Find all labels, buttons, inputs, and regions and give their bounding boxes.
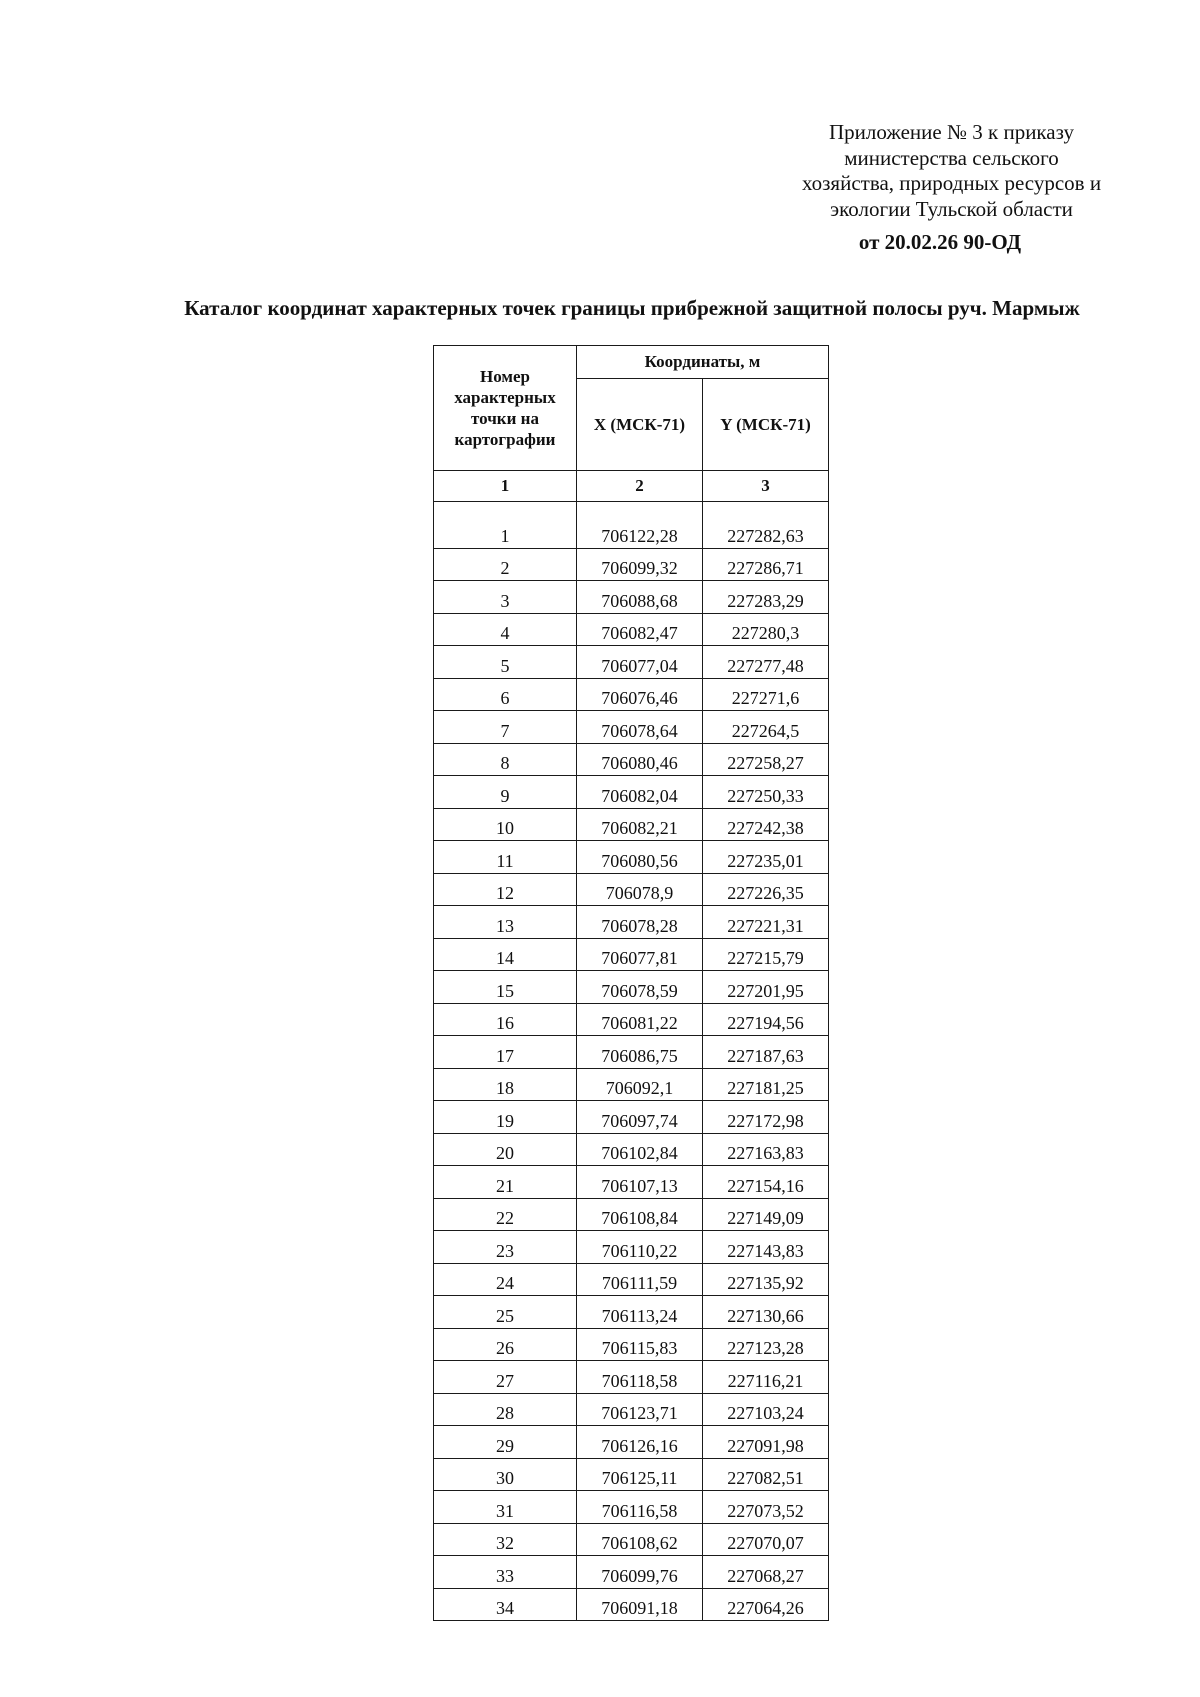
y-coordinate-cell: 227235,01 [703, 841, 829, 874]
x-coordinate-cell: 706125,11 [577, 1458, 703, 1491]
x-coordinate-cell: 706116,58 [577, 1491, 703, 1524]
table-row [434, 938, 829, 971]
x-coordinate-cell: 706092,1 [577, 1068, 703, 1101]
table-row [434, 971, 829, 1004]
table-row [434, 1556, 829, 1589]
y-coordinate-cell: 227280,3 [703, 613, 829, 646]
point-number-cell: 33 [434, 1556, 577, 1589]
x-coordinate-cell: 706113,24 [577, 1296, 703, 1329]
point-number-cell: 34 [434, 1588, 577, 1621]
table-row [434, 743, 829, 776]
x-coordinate-cell: 706078,59 [577, 971, 703, 1004]
x-coordinate-cell: 706082,21 [577, 808, 703, 841]
x-coordinate-cell: 706076,46 [577, 678, 703, 711]
x-coordinate-cell: 706099,32 [577, 548, 703, 581]
point-number-cell: 15 [434, 971, 577, 1004]
column-number: 2 [577, 471, 703, 502]
column-header-x: X (МСК-71) [577, 379, 703, 471]
point-number-cell: 25 [434, 1296, 577, 1329]
point-number-cell: 2 [434, 548, 577, 581]
point-number-cell: 12 [434, 873, 577, 906]
table-row [434, 873, 829, 906]
table-row [434, 1361, 829, 1394]
point-number-cell: 8 [434, 743, 577, 776]
y-coordinate-cell: 227282,63 [703, 516, 829, 548]
x-coordinate-cell: 706123,71 [577, 1393, 703, 1426]
table-row [434, 516, 829, 548]
y-coordinate-cell: 227143,83 [703, 1231, 829, 1264]
point-number-cell: 20 [434, 1133, 577, 1166]
y-coordinate-cell: 227286,71 [703, 548, 829, 581]
point-number-cell: 21 [434, 1166, 577, 1199]
table-row [434, 1263, 829, 1296]
point-number-cell: 31 [434, 1491, 577, 1524]
table-row [434, 646, 829, 679]
appendix-line: Приложение № 3 к приказу [829, 120, 1074, 144]
table-row [434, 1198, 829, 1231]
x-coordinate-cell: 706088,68 [577, 581, 703, 614]
table-row [434, 711, 829, 744]
x-coordinate-cell: 706108,62 [577, 1523, 703, 1556]
table-row [434, 548, 829, 581]
order-reference: от 20.02.26 90-ОД [858, 230, 1022, 254]
y-coordinate-cell: 227149,09 [703, 1198, 829, 1231]
table-row [434, 678, 829, 711]
appendix-header [774, 120, 1129, 222]
x-coordinate-cell: 706082,47 [577, 613, 703, 646]
column-number: 3 [703, 471, 829, 502]
table-row [434, 1328, 829, 1361]
point-number-cell: 24 [434, 1263, 577, 1296]
point-number-cell: 14 [434, 938, 577, 971]
y-coordinate-cell: 227154,16 [703, 1166, 829, 1199]
table-row [434, 1393, 829, 1426]
point-number-cell: 22 [434, 1198, 577, 1231]
point-number-cell: 30 [434, 1458, 577, 1491]
y-coordinate-cell: 227215,79 [703, 938, 829, 971]
point-number-cell: 32 [434, 1523, 577, 1556]
coordinates-table [433, 345, 829, 1621]
point-number-cell: 26 [434, 1328, 577, 1361]
table-row [434, 1003, 829, 1036]
y-coordinate-cell: 227283,29 [703, 581, 829, 614]
point-number-cell: 4 [434, 613, 577, 646]
y-coordinate-cell: 227201,95 [703, 971, 829, 1004]
point-number-cell: 5 [434, 646, 577, 679]
table-row [434, 906, 829, 939]
x-coordinate-cell: 706078,64 [577, 711, 703, 744]
table-row [434, 841, 829, 874]
point-number-cell: 11 [434, 841, 577, 874]
point-number-cell: 29 [434, 1426, 577, 1459]
x-coordinate-cell: 706078,9 [577, 873, 703, 906]
table-row [434, 1133, 829, 1166]
x-coordinate-cell: 706078,28 [577, 906, 703, 939]
x-coordinate-cell: 706077,81 [577, 938, 703, 971]
x-coordinate-cell: 706115,83 [577, 1328, 703, 1361]
x-coordinate-cell: 706122,28 [577, 516, 703, 548]
y-coordinate-cell: 227123,28 [703, 1328, 829, 1361]
y-coordinate-cell: 227172,98 [703, 1101, 829, 1134]
y-coordinate-cell: 227130,66 [703, 1296, 829, 1329]
y-coordinate-cell: 227068,27 [703, 1556, 829, 1589]
appendix-line: хозяйства, природных ресурсов и [801, 171, 1102, 195]
x-coordinate-cell: 706082,04 [577, 776, 703, 809]
point-number-cell: 9 [434, 776, 577, 809]
x-coordinate-cell: 706099,76 [577, 1556, 703, 1589]
table-row [434, 1588, 829, 1621]
x-coordinate-cell: 706091,18 [577, 1588, 703, 1621]
table-row [434, 581, 829, 614]
table-row [434, 613, 829, 646]
y-coordinate-cell: 227221,31 [703, 906, 829, 939]
x-coordinate-cell: 706110,22 [577, 1231, 703, 1264]
y-coordinate-cell: 227194,56 [703, 1003, 829, 1036]
column-header-coordinates: Координаты, м [577, 346, 829, 379]
point-number-cell: 23 [434, 1231, 577, 1264]
y-coordinate-cell: 227091,98 [703, 1426, 829, 1459]
y-coordinate-cell: 227258,27 [703, 743, 829, 776]
y-coordinate-cell: 227070,07 [703, 1523, 829, 1556]
column-header-point-number: Номер характерных точки на картографии [434, 346, 577, 471]
y-coordinate-cell: 227277,48 [703, 646, 829, 679]
point-number-cell: 13 [434, 906, 577, 939]
table-spacer-row [434, 502, 829, 517]
y-coordinate-cell: 227226,35 [703, 873, 829, 906]
y-coordinate-cell: 227163,83 [703, 1133, 829, 1166]
x-coordinate-cell: 706107,13 [577, 1166, 703, 1199]
y-coordinate-cell: 227187,63 [703, 1036, 829, 1069]
y-coordinate-cell: 227064,26 [703, 1588, 829, 1621]
y-coordinate-cell: 227242,38 [703, 808, 829, 841]
point-number-cell: 17 [434, 1036, 577, 1069]
table-body [434, 502, 829, 1621]
table-row [434, 808, 829, 841]
table-row [434, 1523, 829, 1556]
column-number: 1 [434, 471, 577, 502]
x-coordinate-cell: 706108,84 [577, 1198, 703, 1231]
y-coordinate-cell: 227264,5 [703, 711, 829, 744]
y-coordinate-cell: 227116,21 [703, 1361, 829, 1394]
x-coordinate-cell: 706086,75 [577, 1036, 703, 1069]
point-number-cell: 10 [434, 808, 577, 841]
spacer-cell [577, 502, 703, 517]
document-title: Каталог координат характерных точек границы прибрежной защитной полосы руч. Мармыж [184, 296, 1080, 320]
table-row [434, 1068, 829, 1101]
y-coordinate-cell: 227103,24 [703, 1393, 829, 1426]
point-number-cell: 27 [434, 1361, 577, 1394]
y-coordinate-cell: 227082,51 [703, 1458, 829, 1491]
y-coordinate-cell: 227271,6 [703, 678, 829, 711]
table-row [434, 1426, 829, 1459]
point-number-cell: 28 [434, 1393, 577, 1426]
x-coordinate-cell: 706081,22 [577, 1003, 703, 1036]
point-number-cell: 18 [434, 1068, 577, 1101]
table-row [434, 1166, 829, 1199]
x-coordinate-cell: 706102,84 [577, 1133, 703, 1166]
x-coordinate-cell: 706080,56 [577, 841, 703, 874]
x-coordinate-cell: 706118,58 [577, 1361, 703, 1394]
x-coordinate-cell: 706097,74 [577, 1101, 703, 1134]
point-number-cell: 1 [434, 516, 577, 548]
x-coordinate-cell: 706126,16 [577, 1426, 703, 1459]
spacer-cell [703, 502, 829, 517]
table-row [434, 1036, 829, 1069]
table-row [434, 1296, 829, 1329]
point-number-cell: 16 [434, 1003, 577, 1036]
point-number-cell: 7 [434, 711, 577, 744]
table-row [434, 1458, 829, 1491]
y-coordinate-cell: 227250,33 [703, 776, 829, 809]
y-coordinate-cell: 227135,92 [703, 1263, 829, 1296]
x-coordinate-cell: 706111,59 [577, 1263, 703, 1296]
spacer-cell [434, 502, 577, 517]
appendix-line: экологии Тульской области [830, 196, 1073, 221]
y-coordinate-cell: 227073,52 [703, 1491, 829, 1524]
x-coordinate-cell: 706080,46 [577, 743, 703, 776]
x-coordinate-cell: 706077,04 [577, 646, 703, 679]
point-number-cell: 19 [434, 1101, 577, 1134]
table-row [434, 1101, 829, 1134]
appendix-line: министерства сельского [844, 145, 1059, 170]
table-row [434, 1491, 829, 1524]
point-number-cell: 3 [434, 581, 577, 614]
point-number-cell: 6 [434, 678, 577, 711]
column-header-y: Y (МСК-71) [703, 379, 829, 471]
y-coordinate-cell: 227181,25 [703, 1068, 829, 1101]
table-row [434, 776, 829, 809]
table-row [434, 1231, 829, 1264]
